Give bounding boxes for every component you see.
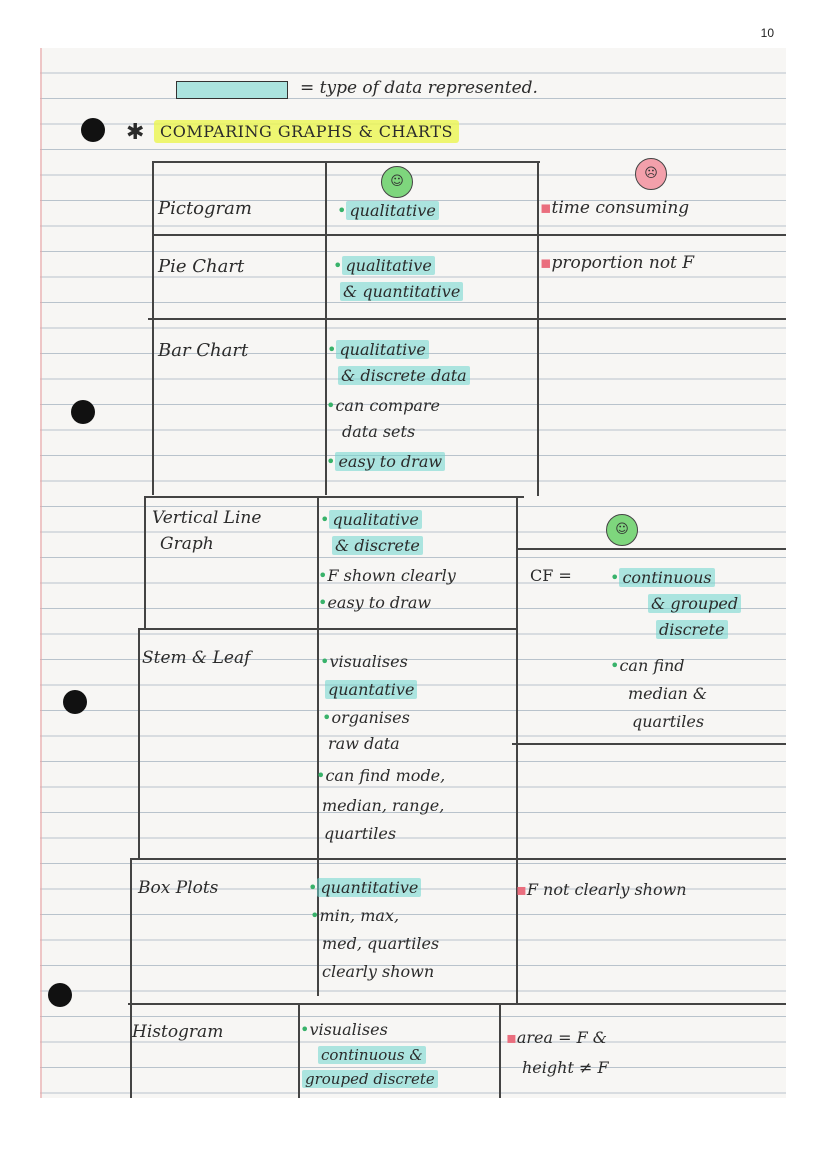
title-highlight: COMPARING GRAPHS & CHARTS bbox=[154, 120, 459, 143]
con-item: ▪proportion not F bbox=[540, 253, 695, 273]
pro-item: • qualitative bbox=[320, 510, 422, 529]
column-divider bbox=[130, 858, 132, 1098]
pro-item: continuous & bbox=[318, 1046, 426, 1064]
cf-item: •can find bbox=[610, 656, 685, 675]
row-divider bbox=[512, 743, 786, 745]
binder-hole bbox=[71, 400, 95, 424]
smiley-icon: ☺ bbox=[606, 514, 638, 546]
pro-item: raw data bbox=[328, 734, 400, 753]
pro-item: quartiles bbox=[324, 824, 397, 843]
row-name-histogram: Histogram bbox=[132, 1022, 224, 1042]
pro-item: & quantitative bbox=[340, 282, 463, 301]
page-number: 10 bbox=[760, 26, 774, 40]
row-name-pie-chart: Pie Chart bbox=[158, 256, 245, 277]
row-name-bar-chart: Bar Chart bbox=[158, 340, 249, 361]
row-name-graph: Graph bbox=[160, 534, 214, 554]
binder-hole bbox=[81, 118, 105, 142]
pro-item: • qualitative bbox=[327, 340, 429, 359]
smiley-icon: ☺ bbox=[381, 166, 413, 198]
cf-item: discrete bbox=[656, 620, 728, 639]
star-icon: ✱ bbox=[126, 120, 145, 145]
pro-item: grouped discrete bbox=[302, 1070, 438, 1088]
row-divider bbox=[148, 318, 786, 320]
pro-item: •visualises bbox=[300, 1020, 388, 1039]
con-item: ▪time consuming bbox=[540, 198, 690, 218]
pro-item: med, quartiles bbox=[322, 934, 440, 953]
cf-item: median & bbox=[628, 684, 708, 703]
column-divider bbox=[138, 628, 140, 858]
cf-item: • continuous bbox=[610, 568, 715, 587]
pro-item: • qualitative bbox=[337, 201, 439, 220]
pro-item: quantative bbox=[325, 680, 417, 699]
column-divider bbox=[298, 1003, 300, 1098]
cf-item: & grouped bbox=[648, 594, 741, 613]
row-divider bbox=[140, 628, 516, 630]
pro-item: • qualitative bbox=[333, 256, 435, 275]
pro-item: data sets bbox=[342, 422, 416, 441]
row-name-stem-leaf: Stem & Leaf bbox=[142, 648, 251, 668]
pro-item: • easy to draw bbox=[326, 452, 445, 471]
pro-item: • quantitative bbox=[308, 878, 421, 897]
row-divider bbox=[518, 548, 786, 550]
page-title bbox=[154, 122, 459, 141]
column-divider bbox=[144, 496, 146, 628]
column-divider bbox=[325, 161, 327, 495]
margin-line bbox=[40, 48, 42, 1098]
table-border bbox=[152, 161, 540, 163]
row-divider bbox=[152, 234, 786, 236]
pro-item: median, range, bbox=[322, 796, 445, 815]
pro-item: •F shown clearly bbox=[318, 566, 456, 585]
row-name-box-plots: Box Plots bbox=[138, 878, 219, 898]
row-name-pictogram: Pictogram bbox=[158, 198, 252, 219]
pro-item: & discrete bbox=[332, 536, 423, 555]
column-divider bbox=[537, 161, 539, 496]
pro-item: clearly shown bbox=[322, 962, 435, 981]
pro-item: •min, max, bbox=[310, 906, 400, 925]
con-item: height ≠ F bbox=[522, 1058, 609, 1077]
frown-icon: ☹ bbox=[635, 158, 667, 190]
row-divider bbox=[132, 858, 786, 860]
row-divider bbox=[128, 1003, 786, 1005]
column-divider bbox=[152, 161, 154, 495]
pro-item: •can compare bbox=[326, 396, 440, 415]
pro-item: •visualises bbox=[320, 652, 408, 671]
legend-text: = type of data represented. bbox=[300, 78, 538, 98]
cf-item: quartiles bbox=[632, 712, 705, 731]
row-name-vertical-line: Vertical Line bbox=[152, 508, 262, 528]
pro-item: •organises bbox=[322, 708, 410, 727]
binder-hole bbox=[48, 983, 72, 1007]
con-item: ▪F not clearly shown bbox=[516, 880, 687, 899]
cf-label: CF = bbox=[530, 566, 572, 585]
pro-item: •easy to draw bbox=[318, 593, 432, 612]
pro-item: •can find mode, bbox=[316, 766, 446, 785]
pro-item: & discrete data bbox=[338, 366, 470, 385]
con-item: ▪area = F & bbox=[506, 1028, 608, 1047]
column-divider bbox=[499, 1003, 501, 1098]
binder-hole bbox=[63, 690, 87, 714]
column-divider bbox=[516, 496, 518, 1003]
legend-swatch bbox=[176, 81, 288, 99]
notebook-page bbox=[40, 48, 786, 1098]
row-divider bbox=[144, 496, 524, 498]
